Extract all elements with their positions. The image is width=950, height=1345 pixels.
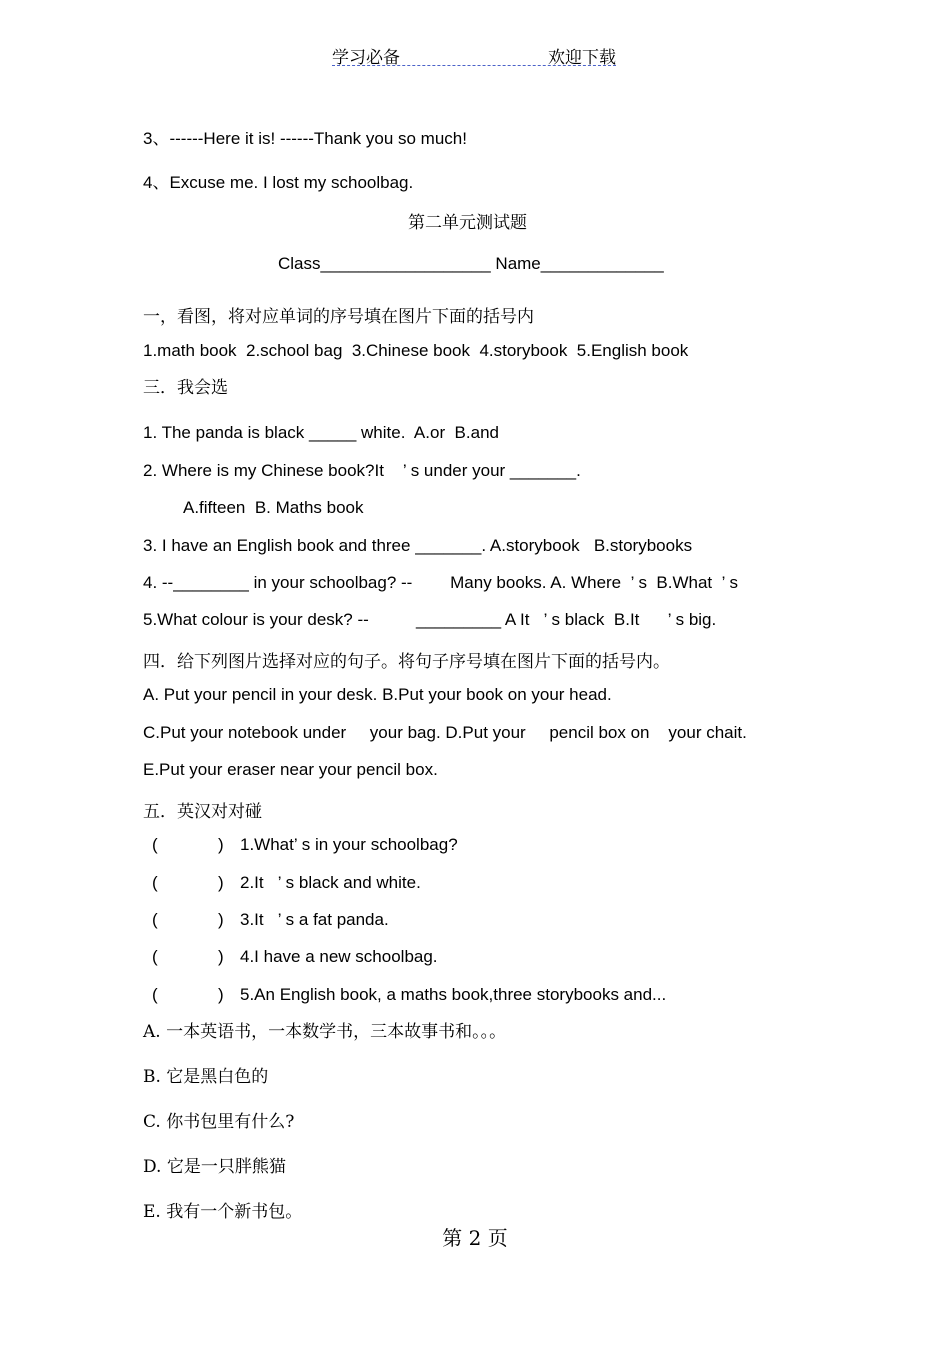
match-item-text: 1.What’ s in your schoolbag? xyxy=(240,835,458,854)
match-item-text: 2.It ’ s black and white. xyxy=(240,873,421,892)
chinese-option-c: C. 你书包里有什么? xyxy=(143,1112,295,1132)
section-1-heading: 一，看图，将对应单词的序号填在图片下面的括号内 xyxy=(143,307,534,327)
header-right-text: 欢迎下载 xyxy=(548,48,616,68)
section-4-line-c: C.Put your notebook under your bag. D.Put your pencil box on your chait. xyxy=(143,723,747,742)
open-paren: ( xyxy=(152,947,158,966)
question-5: 5.What colour is your desk? -- _________ A It ’ s black B.It ’ s big. xyxy=(143,610,717,629)
question-1: 1. The panda is black _____ white. A.or B.and xyxy=(143,423,499,442)
section-4-line-a: A. Put your pencil in your desk. B.Put your book on your head. xyxy=(143,685,612,704)
section-4-line-e: E.Put your eraser near your pencil box. xyxy=(143,760,438,779)
match-item-text: 4.I have a new schoolbag. xyxy=(240,947,438,966)
line-here-it-is: 3、------Here it is! ------Thank you so much! xyxy=(143,129,467,148)
header-left-text: 学习必备 xyxy=(332,48,400,68)
open-paren: ( xyxy=(152,985,158,1004)
line-excuse-me: 4、Excuse me. I lost my schoolbag. xyxy=(143,173,414,192)
section-3-heading: 三．我会选 xyxy=(143,378,228,398)
question-4: 4. --________ in your schoolbag? -- Many books. A. Where ’ s B.What ’ s xyxy=(143,573,738,592)
chinese-option-b: B. 它是黑白色的 xyxy=(143,1067,269,1087)
close-paren: ) xyxy=(218,947,224,966)
match-item-text: 3.It ’ s a fat panda. xyxy=(240,910,389,929)
chinese-option-e: E. 我有一个新书包。 xyxy=(143,1202,303,1222)
close-paren: ) xyxy=(218,910,224,929)
question-2: 2. Where is my Chinese book?It ’ s under your _______. xyxy=(143,461,581,480)
question-2-options: A.fifteen B. Maths book xyxy=(183,498,364,517)
class-name-line: Class__________________ Name_____________ xyxy=(278,254,664,273)
section-5-heading: 五．英汉对对碰 xyxy=(143,802,262,822)
page-number: 第 2 页 xyxy=(442,1226,508,1250)
close-paren: ) xyxy=(218,873,224,892)
section-4-heading: 四．给下列图片选择对应的句子。将句子序号填在图片下面的括号内。 xyxy=(143,652,670,672)
match-item-text: 5.An English book, a maths book,three storybooks and... xyxy=(240,985,667,1004)
chinese-option-d: D. 它是一只胖熊猫 xyxy=(143,1157,286,1177)
open-paren: ( xyxy=(152,835,158,854)
chinese-option-a: A. 一本英语书，一本数学书，三本故事书和。。。 xyxy=(143,1022,507,1042)
close-paren: ) xyxy=(218,835,224,854)
close-paren: ) xyxy=(218,985,224,1004)
page-header xyxy=(332,43,616,66)
test-title: 第二单元测试题 xyxy=(408,213,527,233)
open-paren: ( xyxy=(152,910,158,929)
question-3: 3. I have an English book and three _______. A.storybook B.storybooks xyxy=(143,536,693,555)
open-paren: ( xyxy=(152,873,158,892)
word-list: 1.math book 2.school bag 3.Chinese book 4.storybook 5.English book xyxy=(143,341,689,360)
